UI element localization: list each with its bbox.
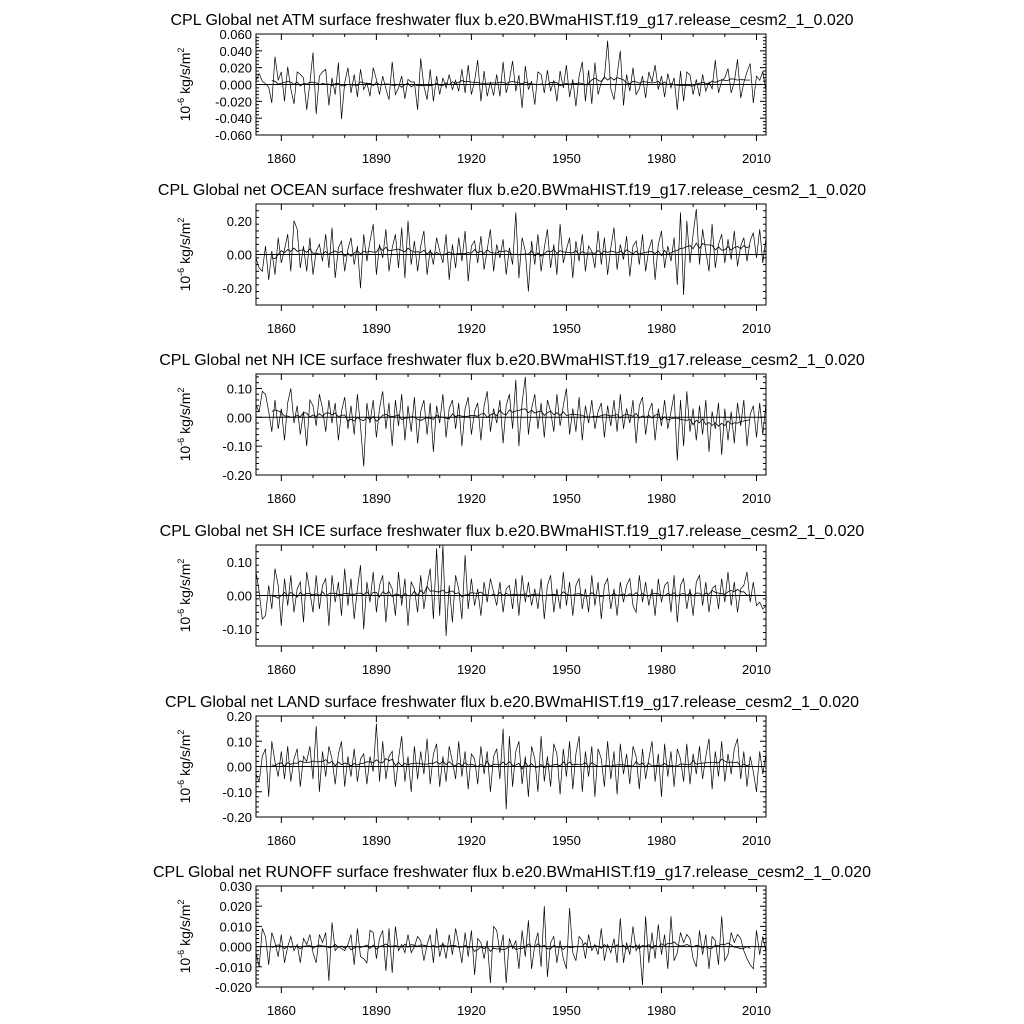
x-tick-label: 1950 (551, 662, 581, 677)
y-axis-label-base: 10 (177, 616, 193, 633)
y-axis-label-base: 10 (177, 445, 193, 462)
x-tick-label: 1890 (361, 1003, 391, 1018)
y-axis-label-unit: kg/s/m (177, 52, 193, 94)
y-tick-label: 0.00 (226, 410, 252, 426)
y-axis-label-unit: kg/s/m (177, 904, 193, 946)
x-tick-label: 1980 (647, 151, 676, 166)
y-tick-label: 0.020 (219, 60, 252, 76)
panel-2 (158, 182, 866, 336)
running-mean-line (272, 77, 750, 87)
x-tick-label: 2010 (742, 151, 771, 166)
y-axis-label-unit-exp: 2 (176, 899, 186, 905)
x-tick-label: 1860 (266, 491, 296, 506)
panel-title: CPL Global net RUNOFF surface freshwater flux b.e20.BWmaHIST.f19_g17.release_cesm2_1_0.020 (153, 864, 871, 881)
y-axis-label-exp: -6 (176, 949, 186, 958)
x-tick-label: 1920 (456, 662, 486, 677)
y-axis-label-exp: -6 (176, 267, 186, 276)
y-tick-label: 0.060 (219, 27, 252, 42)
x-tick-label: 1950 (551, 321, 581, 336)
annual-series-line (256, 377, 766, 466)
y-tick-label: 0.000 (219, 77, 252, 93)
y-axis-label (176, 48, 193, 122)
y-axis-label-exp: -6 (176, 608, 186, 617)
y-axis-label-base: 10 (177, 105, 193, 122)
y-axis-label (176, 559, 193, 633)
x-tick-label: 1980 (647, 491, 676, 506)
y-axis-label-unit-exp: 2 (176, 47, 186, 53)
x-tick-label: 1890 (361, 833, 391, 848)
x-tick-label: 2010 (742, 321, 771, 336)
y-tick-label: -0.20 (222, 468, 252, 483)
x-tick-label: 1980 (647, 662, 676, 677)
x-tick-label: 1920 (456, 321, 486, 336)
x-tick-label: 1860 (266, 662, 296, 677)
y-axis-label-base: 10 (177, 787, 193, 804)
y-axis-label-unit-exp: 2 (176, 558, 186, 564)
y-tick-label: 0.00 (226, 588, 252, 604)
panel-title: CPL Global net ATM surface freshwater flux b.e20.BWmaHIST.f19_g17.release_cesm2_1_0.020 (170, 12, 854, 29)
y-tick-label: -0.10 (222, 622, 252, 638)
y-tick-label: 0.10 (226, 381, 252, 397)
x-tick-label: 1920 (456, 1003, 486, 1018)
y-axis-label (176, 218, 193, 292)
y-tick-label: 0.10 (226, 734, 252, 750)
x-tick-label: 2010 (742, 662, 771, 677)
panel-1 (170, 12, 853, 166)
y-axis-label-base: 10 (177, 275, 193, 292)
x-tick-label: 1980 (647, 833, 676, 848)
plot-frame (256, 886, 766, 987)
y-tick-label: -0.10 (222, 784, 252, 800)
x-tick-label: 2010 (742, 833, 771, 848)
x-tick-label: 1950 (551, 151, 581, 166)
y-tick-label: -0.20 (222, 810, 252, 825)
y-axis-label-exp: -6 (176, 437, 186, 446)
x-tick-label: 2010 (742, 1003, 771, 1018)
panel-title: CPL Global net SH ICE surface freshwater flux b.e20.BWmaHIST.f19_g17.release_cesm2_1_0.020 (159, 523, 865, 540)
x-tick-label: 2010 (742, 491, 771, 506)
y-axis-label-exp: -6 (176, 779, 186, 788)
x-tick-label: 1920 (456, 491, 486, 506)
x-tick-label: 1950 (551, 1003, 581, 1018)
x-tick-label: 1950 (551, 833, 581, 848)
y-axis-label (176, 388, 193, 462)
panel-3 (159, 352, 865, 506)
y-tick-label: 0.10 (226, 554, 252, 570)
y-tick-label: 0.010 (219, 919, 252, 935)
x-tick-label: 1920 (456, 833, 486, 848)
x-tick-label: 1860 (266, 1003, 296, 1018)
annual-series-line (256, 41, 766, 119)
y-tick-label: 0.000 (219, 939, 252, 955)
panel-title: CPL Global net OCEAN surface freshwater flux b.e20.BWmaHIST.f19_g17.release_cesm2_1_0.020 (157, 182, 867, 199)
y-axis-label (176, 900, 193, 974)
y-axis-label-unit: kg/s/m (177, 563, 193, 605)
annual-series-line (256, 545, 766, 636)
y-tick-label: -0.040 (215, 111, 252, 127)
x-tick-label: 1890 (361, 491, 391, 506)
y-tick-label: -0.060 (215, 128, 252, 143)
y-axis-label-unit: kg/s/m (177, 392, 193, 434)
x-tick-label: 1920 (456, 151, 486, 166)
panel-6 (153, 864, 871, 1018)
panel-title: CPL Global net LAND surface freshwater flux b.e20.BWmaHIST.f19_g17.release_cesm2_1_0.020 (165, 694, 859, 711)
x-tick-label: 1890 (361, 151, 391, 166)
x-tick-label: 1860 (266, 151, 296, 166)
x-tick-label: 1950 (551, 491, 581, 506)
y-tick-label: 0.020 (219, 899, 252, 915)
y-tick-label: -0.020 (215, 980, 252, 995)
x-tick-label: 1890 (361, 662, 391, 677)
y-tick-label: 0.20 (226, 709, 252, 724)
y-axis-label (176, 730, 193, 804)
x-tick-label: 1860 (266, 833, 296, 848)
y-axis-label-exp: -6 (176, 97, 186, 106)
x-tick-label: 1980 (647, 321, 676, 336)
y-tick-label: 0.030 (219, 879, 252, 894)
y-tick-label: 0.040 (219, 43, 252, 59)
panel-4 (160, 523, 865, 677)
y-axis-label-unit-exp: 2 (176, 729, 186, 735)
panel-5 (165, 694, 859, 848)
y-tick-label: 0.00 (226, 247, 252, 263)
x-tick-label: 1890 (361, 321, 391, 336)
x-tick-label: 1980 (647, 1003, 676, 1018)
y-axis-label-unit-exp: 2 (176, 387, 186, 393)
y-tick-label: -0.010 (215, 959, 252, 975)
panel-title: CPL Global net NH ICE surface freshwater flux b.e20.BWmaHIST.f19_g17.release_cesm2_1_0.020 (159, 352, 865, 369)
y-axis-label-base: 10 (177, 957, 193, 974)
y-tick-label: -0.20 (222, 281, 252, 297)
x-tick-label: 1860 (266, 321, 296, 336)
y-tick-label: -0.020 (215, 94, 252, 110)
y-axis-label-unit: kg/s/m (177, 222, 193, 264)
y-axis-label-unit-exp: 2 (176, 217, 186, 223)
y-tick-label: 0.20 (226, 213, 252, 229)
y-axis-label-unit: kg/s/m (177, 734, 193, 776)
y-tick-label: 0.00 (226, 759, 252, 775)
y-tick-label: -0.10 (222, 439, 252, 455)
